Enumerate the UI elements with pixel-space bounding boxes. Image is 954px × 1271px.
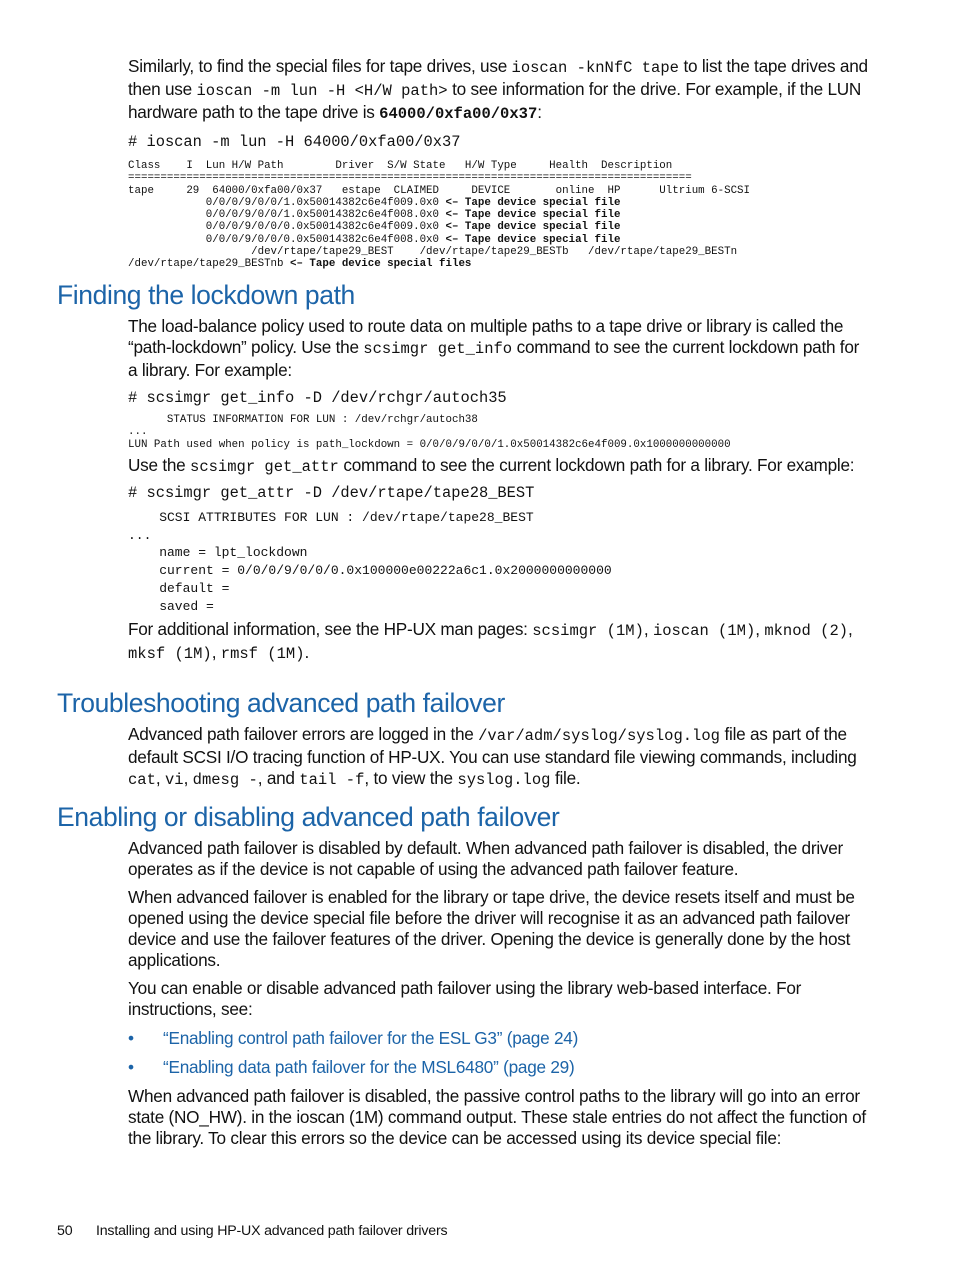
- ioscan-line-note: <– Tape device special files: [289, 258, 472, 271]
- ioscan-command: # ioscan -m lun -H 64000/0xfa00/0x37: [128, 133, 461, 151]
- get-attr-output-line: SCSI ATTRIBUTES FOR LUN : /dev/rtape/tape28_BEST: [128, 509, 534, 525]
- intro-block: [128, 56, 870, 271]
- get-info-output-line: ...: [128, 426, 148, 439]
- ioscan-line-text: 0/0/0/9/0/0/1.0x50014382c6e4f008.0x0: [128, 209, 446, 222]
- page-number: 50: [57, 1223, 73, 1239]
- inline-code: scsimgr get_attr: [190, 457, 339, 476]
- footer-title: Installing and using HP-UX advanced path failover drivers: [96, 1223, 448, 1239]
- instruction-links: [128, 1028, 870, 1078]
- ioscan-line-text: /dev/rtape/tape29_BEST /dev/rtape/tape29_BESTb /dev/rtape/tape29_BESTn: [128, 246, 738, 259]
- ioscan-output-line: [128, 172, 692, 184]
- get-info-output-line: STATUS INFORMATION FOR LUN : /dev/rchgr/autoch38: [128, 414, 478, 426]
- inline-code-bold: 64000/0xfa00/0x37: [379, 105, 538, 123]
- link-msl6480[interactable]: “Enabling data path failover for the MSL6480” (page 29): [163, 1057, 575, 1077]
- ioscan-line-text: Class I Lun H/W Path Driver S/W State H/W Type Health Description: [128, 160, 673, 172]
- ioscan-line-note: <– Tape device special file: [445, 221, 621, 234]
- ioscan-line-text: tape 29 64000/0xfa00/0x37 estape CLAIMED DEVICE online HP Ultrium 6-SCSI: [128, 184, 751, 197]
- intro-text: Similarly, to find the special files for tape drives, use: [128, 56, 512, 76]
- enabling-section: [128, 838, 870, 1149]
- link-item-esl-g3[interactable]: [128, 1028, 870, 1049]
- troubleshooting-paragraph: Advanced path failover errors are logged in the /var/adm/syslog/syslog.log file as part of the default SCSI I/O tracing function of HP-UX. You can use standard file viewing commands, including cat, vi, dmesg -, and tail -f, to view the syslog.log file.: [128, 724, 857, 789]
- ioscan-line-text: 0/0/0/9/0/0/1.0x50014382c6e4f009.0x0: [128, 196, 446, 209]
- intro-text: :: [537, 102, 542, 122]
- ioscan-line-note: <– Tape device special file: [445, 209, 621, 222]
- get-attr-output-line: default =: [128, 581, 230, 597]
- ioscan-line-text: /dev/rtape/tape29_BESTnb: [128, 258, 290, 271]
- intro-text: to list the tape drives and then use: [128, 56, 868, 99]
- get-attr-output-line: saved =: [128, 598, 214, 614]
- lockdown-section: [128, 316, 870, 665]
- troubleshooting-section: [128, 724, 870, 791]
- section-heading-enabling: Enabling or disabling advanced path failover: [57, 802, 560, 832]
- bullet: •: [128, 1028, 134, 1048]
- bullet: •: [128, 1057, 134, 1077]
- get-attr-output-line: ...: [128, 527, 152, 543]
- lockdown-paragraph-3: For additional information, see the HP-UX man pages: scsimgr (1M), ioscan (1M), mknod (2), mksf (1M), rmsf (1M).: [128, 618, 853, 663]
- link-item-msl6480[interactable]: [128, 1057, 870, 1078]
- intro-text: to see information for the drive. For example, if the LUN hardware path to the tape drive is: [128, 79, 862, 122]
- enabling-paragraph-3: You can enable or disable advanced path failover using the library web-based interface. For instructions, see:: [128, 978, 802, 1019]
- ioscan-line-text: 0/0/0/9/0/0/0.0x50014382c6e4f009.0x0: [128, 221, 446, 234]
- ioscan-output: [128, 160, 870, 271]
- inline-code: ioscan -knNfC tape: [511, 59, 679, 77]
- ioscan-line-text: =======================================================================================: [128, 172, 692, 185]
- section-heading-lockdown: Finding the lockdown path: [57, 280, 355, 310]
- get-attr-command: # scsimgr get_attr -D /dev/rtape/tape28_BEST: [128, 483, 535, 502]
- enabling-paragraph-1: Advanced path failover is disabled by default. When advanced path failover is disabled, the driver operates as if the device is not capable of using the advanced path failover feature.: [128, 838, 844, 879]
- ioscan-output-line: [128, 234, 620, 246]
- inline-code: ioscan -m lun -H <H/W path>: [196, 82, 448, 100]
- get-attr-output: [128, 509, 870, 616]
- ioscan-line-note: <– Tape device special file: [445, 233, 621, 246]
- inline-code: scsimgr get_info: [363, 340, 513, 358]
- ioscan-output-line: [128, 185, 750, 197]
- lockdown-paragraph-2: Use the scsimgr get_attr command to see the current lockdown path for a library. For example:: [128, 454, 855, 476]
- ioscan-output-line: [128, 197, 620, 209]
- lockdown-paragraph-1: The load-balance policy used to route data on multiple paths to a tape drive or library is called the “path-lockdown” policy. Use the scsimgr get_info command to see the current lockdown path for a library. For example:: [128, 316, 860, 380]
- get-info-output-line: LUN Path used when policy is path_lockdown = 0/0/0/9/0/0/1.0x50014382c6e4f009.0x1000000000000: [128, 438, 731, 451]
- link-esl-g3[interactable]: “Enabling control path failover for the ESL G3” (page 24): [163, 1028, 579, 1048]
- ioscan-output-line: [128, 160, 672, 172]
- get-info-output: [128, 414, 870, 451]
- ioscan-line-note: <– Tape device special file: [445, 196, 621, 209]
- page-footer: [57, 1222, 447, 1240]
- get-attr-output-line: name = lpt_lockdown: [128, 545, 308, 561]
- get-attr-output-line: current = 0/0/0/9/0/0/0.0x100000e00222a6c1.0x2000000000000: [128, 563, 612, 579]
- section-heading-troubleshooting: Troubleshooting advanced path failover: [57, 688, 505, 718]
- get-info-command: # scsimgr get_info -D /dev/rchgr/autoch35: [128, 389, 507, 407]
- enabling-paragraph-2: When advanced failover is enabled for the library or tape drive, the device resets itself and must be opened using the device special file before the driver will recognise it as an advanced path failover device and use the failover features of the driver. Opening the device is generally done by the host applications.: [128, 887, 855, 970]
- intro-paragraph: [128, 56, 870, 125]
- ioscan-output-line: [128, 209, 620, 221]
- ioscan-output-line: [128, 221, 620, 233]
- ioscan-output-line: [128, 258, 471, 270]
- enabling-paragraph-4: When advanced path failover is disabled, the passive control paths to the library will go into an error state (NO_HW). in the ioscan (1M) command output. These stale entries do not affect the function of the library. To clear this errors so the device can be accessed using its device special file:: [128, 1086, 866, 1148]
- ioscan-line-text: 0/0/0/9/0/0/0.0x50014382c6e4f008.0x0: [128, 233, 446, 246]
- ioscan-output-line: [128, 246, 737, 258]
